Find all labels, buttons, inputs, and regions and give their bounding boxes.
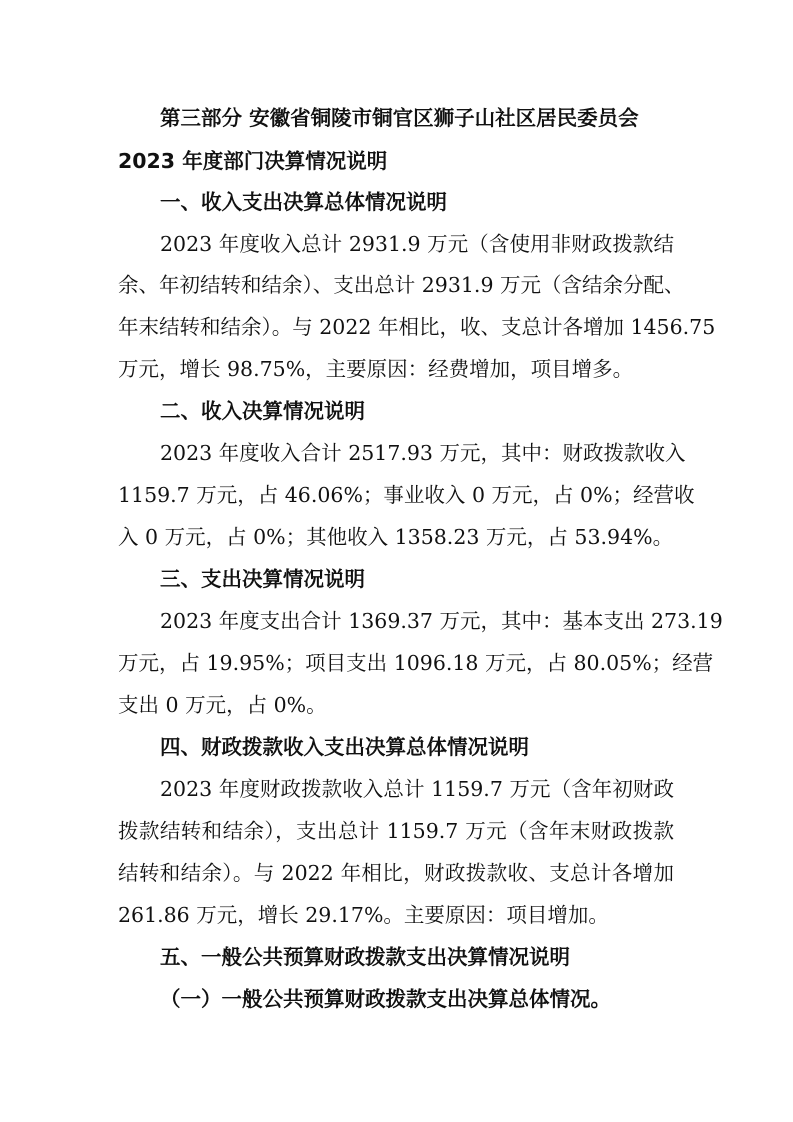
section-5-subheading: （一）一般公共预算财政拨款支出决算总体情况。 xyxy=(160,987,611,1011)
section-1-line-1: 2023 年度收入总计 2931.9 万元（含使用非财政拨款结 xyxy=(160,232,674,256)
document-title-line-1: 第三部分 安徽省铜陵市铜官区狮子山社区居民委员会 xyxy=(160,106,639,130)
document-title-line-2: 2023 年度部门决算情况说明 xyxy=(118,149,388,173)
section-2-line-3: 入 0 万元，占 0%；其他收入 1358.23 万元，占 53.94%。 xyxy=(118,525,674,549)
section-5-heading: 五、一般公共预算财政拨款支出决算情况说明 xyxy=(160,945,570,969)
section-1-heading: 一、收入支出决算总体情况说明 xyxy=(160,190,447,214)
section-4-heading: 四、财政拨款收入支出决算总体情况说明 xyxy=(160,735,529,759)
section-1-line-2: 余、年初结转和结余）、支出总计 2931.9 万元（含结余分配、 xyxy=(118,273,685,297)
section-3-line-3: 支出 0 万元，占 0%。 xyxy=(118,693,327,717)
section-4-line-1: 2023 年度财政拨款收入总计 1159.7 万元（含年初财政 xyxy=(160,777,674,801)
section-3-line-2: 万元，占 19.95%；项目支出 1096.18 万元，占 80.05%；经营 xyxy=(118,651,714,675)
section-4-line-4: 261.86 万元，增长 29.17%。主要原因：项目增加。 xyxy=(118,903,609,927)
section-2-line-1: 2023 年度收入合计 2517.93 万元，其中：财政拨款收入 xyxy=(160,441,686,465)
section-1-line-4: 万元，增长 98.75%，主要原因：经费增加，项目增多。 xyxy=(118,357,634,381)
section-1-line-3: 年末结转和结余）。与 2022 年相比，收、支总计各增加 1456.75 xyxy=(118,315,716,339)
section-4-line-3: 结转和结余）。与 2022 年相比，财政拨款收、支总计各增加 xyxy=(118,861,674,885)
section-3-line-1: 2023 年度支出合计 1369.37 万元，其中：基本支出 273.19 xyxy=(160,609,723,633)
section-2-line-2: 1159.7 万元，占 46.06%；事业收入 0 万元，占 0%；经营收 xyxy=(118,483,695,507)
section-4-line-2: 拨款结转和结余），支出总计 1159.7 万元（含年末财政拨款 xyxy=(118,819,674,843)
section-3-heading: 三、支出决算情况说明 xyxy=(160,567,365,591)
section-2-heading: 二、收入决算情况说明 xyxy=(160,399,365,423)
